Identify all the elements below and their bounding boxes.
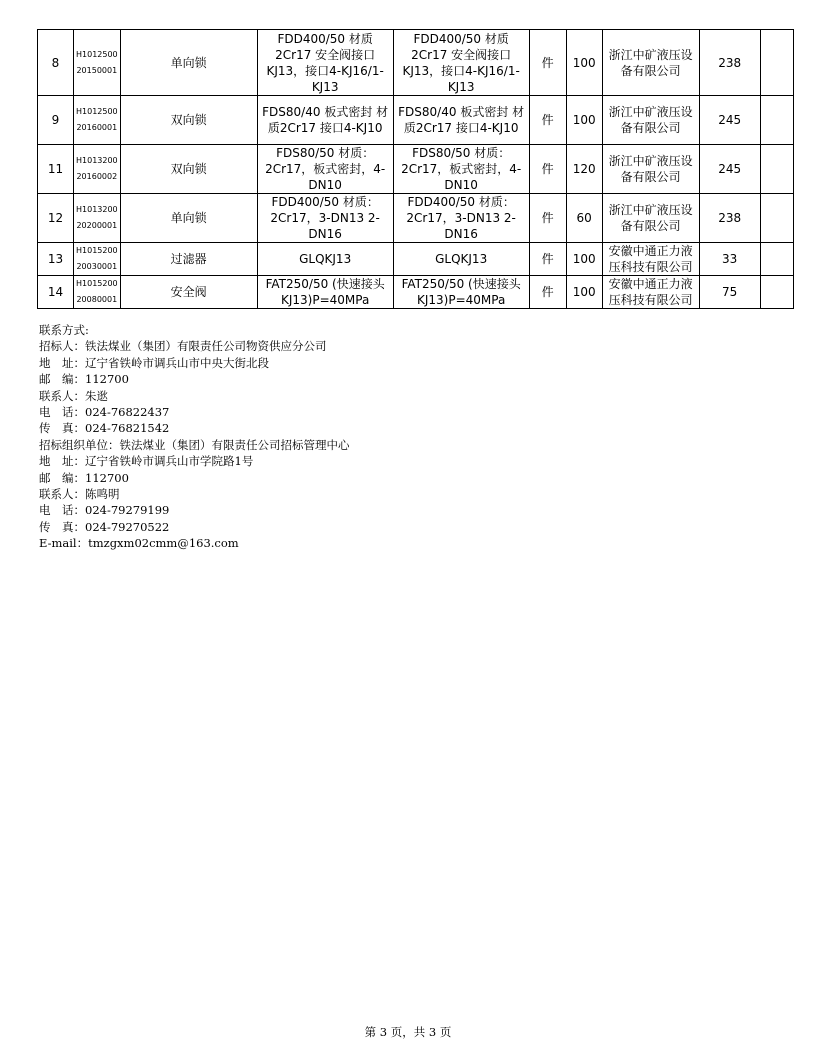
cell-code: H1012500 20150001 (74, 30, 121, 96)
cell-qty: 100 (566, 96, 602, 145)
cell-supplier: 安徽中通正力液压科技有限公司 (602, 243, 699, 276)
cell-no: 14 (38, 276, 74, 309)
cell-spec: FDD400/50 材质：2Cr17，3-DN13 2-DN16 (257, 194, 393, 243)
contact-line: 邮 编：112700 (39, 372, 129, 387)
cell-code: H1012500 20160001 (74, 96, 121, 145)
cell-note (760, 194, 793, 243)
cell-spec: FDS80/40 板式密封 材质2Cr17 接口4-KJ10 (393, 96, 529, 145)
cell-supplier: 安徽中通正力液压科技有限公司 (602, 276, 699, 309)
cell-price: 238 (699, 194, 760, 243)
cell-price: 238 (699, 30, 760, 96)
cell-spec: FDS80/40 板式密封 材质2Cr17 接口4-KJ10 (257, 96, 393, 145)
cell-unit: 件 (529, 96, 566, 145)
cell-spec: GLQKJ13 (393, 243, 529, 276)
contact-line: 传 真：024-79270522 (39, 519, 170, 534)
cell-unit: 件 (529, 145, 566, 194)
cell-unit: 件 (529, 243, 566, 276)
contact-line: 招标组织单位：铁法煤业（集团）有限责任公司招标管理中心 (39, 437, 350, 452)
contact-heading: 联系方式: (39, 323, 89, 337)
cell-name: 双向锁 (120, 145, 257, 194)
contact-line: 招标人：铁法煤业（集团）有限责任公司物资供应分公司 (39, 339, 327, 354)
table-row (38, 243, 794, 276)
cell-no: 13 (38, 243, 74, 276)
cell-code: H1013200 20200001 (74, 194, 121, 243)
contact-line: 地 址：辽宁省铁岭市调兵山市学院路1号 (39, 454, 254, 469)
cell-price: 33 (699, 243, 760, 276)
contact-line: 电 话：024-76822437 (39, 405, 170, 420)
cell-no: 12 (38, 194, 74, 243)
table-row (38, 145, 794, 194)
cell-name: 单向锁 (120, 194, 257, 243)
cell-name: 单向锁 (120, 30, 257, 96)
cell-note (760, 243, 793, 276)
cell-qty: 100 (566, 276, 602, 309)
cell-no: 9 (38, 96, 74, 145)
contact-line: 地 址：辽宁省铁岭市调兵山市中央大街北段 (39, 355, 269, 370)
cell-spec: FDS80/50 材质：2Cr17，板式密封，4-DN10 (393, 145, 529, 194)
contact-line: 电 话：024-79279199 (39, 503, 170, 518)
cell-price: 245 (699, 96, 760, 145)
cell-supplier: 浙江中矿液压设备有限公司 (602, 96, 699, 145)
cell-spec: FDD400/50 材质2Cr17 安全阀接口KJ13，接口4-KJ16/1-KJ13 (257, 30, 393, 96)
cell-code: H1015200 20080001 (74, 276, 121, 309)
contact-line: 邮 编：112700 (39, 470, 129, 485)
cell-note (760, 96, 793, 145)
contact-info (39, 322, 350, 552)
cell-price: 245 (699, 145, 760, 194)
cell-unit: 件 (529, 194, 566, 243)
table-row (38, 30, 794, 96)
cell-spec: FDD400/50 材质：2Cr17，3-DN13 2-DN16 (393, 194, 529, 243)
cell-qty: 100 (566, 243, 602, 276)
contact-line: 传 真：024-76821542 (39, 421, 170, 436)
cell-price: 75 (699, 276, 760, 309)
cell-spec: FAT250/50 (快速接头KJ13)P=40MPa (393, 276, 529, 309)
cell-no: 11 (38, 145, 74, 194)
cell-no: 8 (38, 30, 74, 96)
cell-name: 过滤器 (120, 243, 257, 276)
cell-note (760, 145, 793, 194)
cell-name: 双向锁 (120, 96, 257, 145)
table-row (38, 96, 794, 145)
cell-note (760, 276, 793, 309)
cell-spec: FDS80/50 材质：2Cr17，板式密封，4-DN10 (257, 145, 393, 194)
cell-spec: FDD400/50 材质2Cr17 安全阀接口KJ13，接口4-KJ16/1-KJ13 (393, 30, 529, 96)
cell-name: 安全阀 (120, 276, 257, 309)
cell-qty: 100 (566, 30, 602, 96)
contact-line: 联系人：陈鸣明 (39, 487, 120, 502)
cell-spec: GLQKJ13 (257, 243, 393, 276)
cell-supplier: 浙江中矿液压设备有限公司 (602, 30, 699, 96)
cell-qty: 60 (566, 194, 602, 243)
cell-qty: 120 (566, 145, 602, 194)
contact-line: 联系人：朱逖 (39, 388, 108, 403)
cell-spec: FAT250/50 (快速接头KJ13)P=40MPa (257, 276, 393, 309)
cell-supplier: 浙江中矿液压设备有限公司 (602, 194, 699, 243)
table-row (38, 194, 794, 243)
cell-unit: 件 (529, 276, 566, 309)
items-table (37, 29, 794, 309)
cell-supplier: 浙江中矿液压设备有限公司 (602, 145, 699, 194)
contact-line: E-mail：tmzgxm02cmm@163.com (39, 536, 239, 551)
cell-code: H1013200 20160002 (74, 145, 121, 194)
page-footer: 第 3 页，共 3 页 (364, 1025, 452, 1039)
cell-note (760, 30, 793, 96)
cell-code: H1015200 20030001 (74, 243, 121, 276)
cell-unit: 件 (529, 30, 566, 96)
table-row (38, 276, 794, 309)
